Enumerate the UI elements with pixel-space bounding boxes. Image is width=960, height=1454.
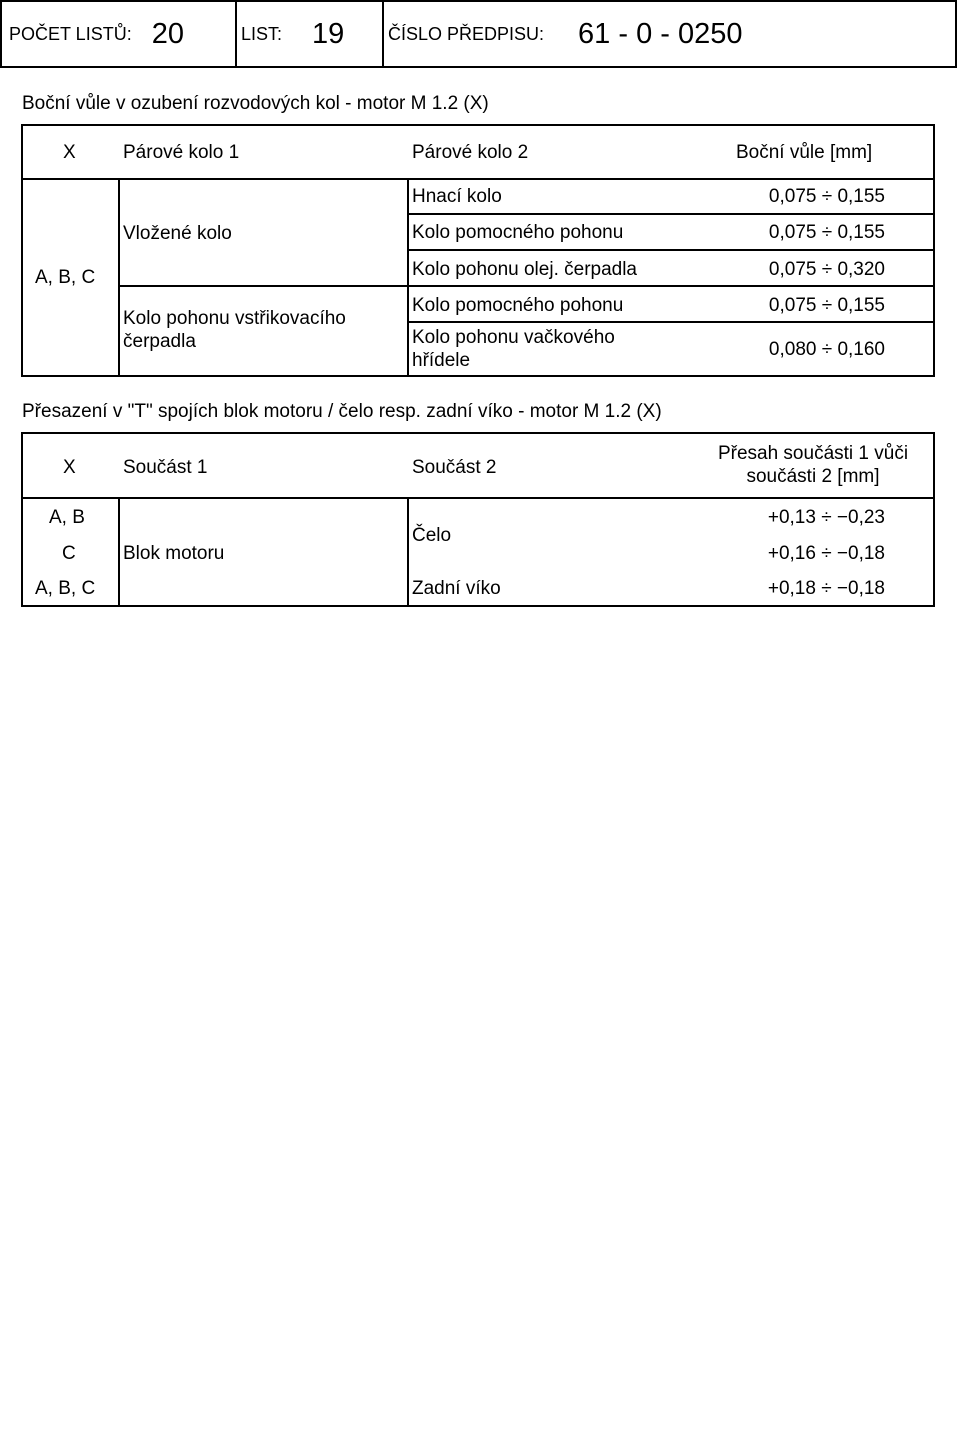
pair-wheel-2-row-2: Kolo pomocného pohonu: [412, 222, 624, 243]
engine-variant-row-2: C: [62, 543, 76, 564]
overlap-value-row-3: +0,18 ÷ −0,18: [767, 578, 885, 599]
column-header-x: X: [63, 142, 76, 163]
overlap-table: [21, 432, 935, 607]
pair-wheel-2-row-1: Hnací kolo: [412, 186, 502, 207]
table-rule: [407, 249, 933, 251]
document-header: [0, 0, 957, 68]
backlash-value-row-2: 0,075 ÷ 0,155: [768, 222, 885, 243]
backlash-value-row-5: 0,080 ÷ 0,160: [768, 339, 885, 360]
table-rule: [23, 497, 933, 499]
overlap-value-row-2: +0,16 ÷ −0,18: [767, 543, 885, 564]
sheet-count-label: POČET LISTŮ:: [9, 23, 132, 44]
table-rule: [407, 321, 933, 323]
backlash-value-row-4: 0,075 ÷ 0,155: [768, 295, 885, 316]
regulation-number-cell: [382, 2, 955, 66]
table-rule: [118, 497, 120, 605]
sheet-count-cell: [2, 2, 235, 66]
pair-wheel-2-row-3: Kolo pohonu olej. čerpadla: [412, 259, 638, 280]
engine-variant-row-1: A, B: [49, 507, 85, 528]
table-rule: [118, 285, 933, 287]
column-header-backlash: Boční vůle [mm]: [736, 142, 873, 163]
sheet-count-value: 20: [151, 17, 184, 50]
part-2-front-cover: Čelo: [412, 525, 452, 546]
pair-wheel-2-row-5: Kolo pohonu vačkového hřídele: [412, 327, 615, 371]
column-header-pair-wheel-1: Párové kolo 1: [123, 142, 240, 163]
table-rule: [407, 213, 933, 215]
overlap-section-title: Přesazení v "T" spojích blok motoru / čelo resp. zadní víko - motor M 1.2 (X): [22, 401, 662, 422]
backlash-table: [21, 124, 935, 377]
engine-variant-group: A, B, C: [35, 267, 96, 288]
table-rule: [407, 178, 409, 375]
column-header-x: X: [63, 457, 76, 478]
part-2-rear-cover: Zadní víko: [412, 578, 501, 599]
overlap-value-row-1: +0,13 ÷ −0,23: [767, 507, 885, 528]
column-header-part-1: Součást 1: [123, 457, 208, 478]
pair-wheel-2-row-4: Kolo pomocného pohonu: [412, 295, 624, 316]
regulation-number-label: ČÍSLO PŘEDPISU:: [388, 23, 545, 44]
sheet-number-label: LIST:: [241, 23, 283, 44]
table-rule: [407, 497, 409, 605]
column-header-overlap: Přesah součásti 1 vůči součásti 2 [mm]: [717, 443, 909, 487]
backlash-value-row-1: 0,075 ÷ 0,155: [768, 186, 885, 207]
backlash-value-row-3: 0,075 ÷ 0,320: [768, 259, 885, 280]
backlash-section-title: Boční vůle v ozubení rozvodových kol - motor M 1.2 (X): [22, 93, 489, 114]
regulation-number-value: 61 - 0 - 0250: [578, 17, 743, 50]
table-rule: [23, 178, 933, 180]
table-rule: [118, 178, 120, 375]
wheel-injection-pump: Kolo pohonu vstřikovacího čerpadla: [123, 308, 346, 352]
wheel-idler: Vložené kolo: [123, 223, 232, 244]
column-header-part-2: Součást 2: [412, 457, 497, 478]
sheet-number-cell: [235, 2, 382, 66]
column-header-pair-wheel-2: Párové kolo 2: [412, 142, 529, 163]
engine-variant-row-3: A, B, C: [35, 578, 96, 599]
sheet-number-value: 19: [312, 17, 345, 50]
part-1-engine-block: Blok motoru: [123, 543, 225, 564]
